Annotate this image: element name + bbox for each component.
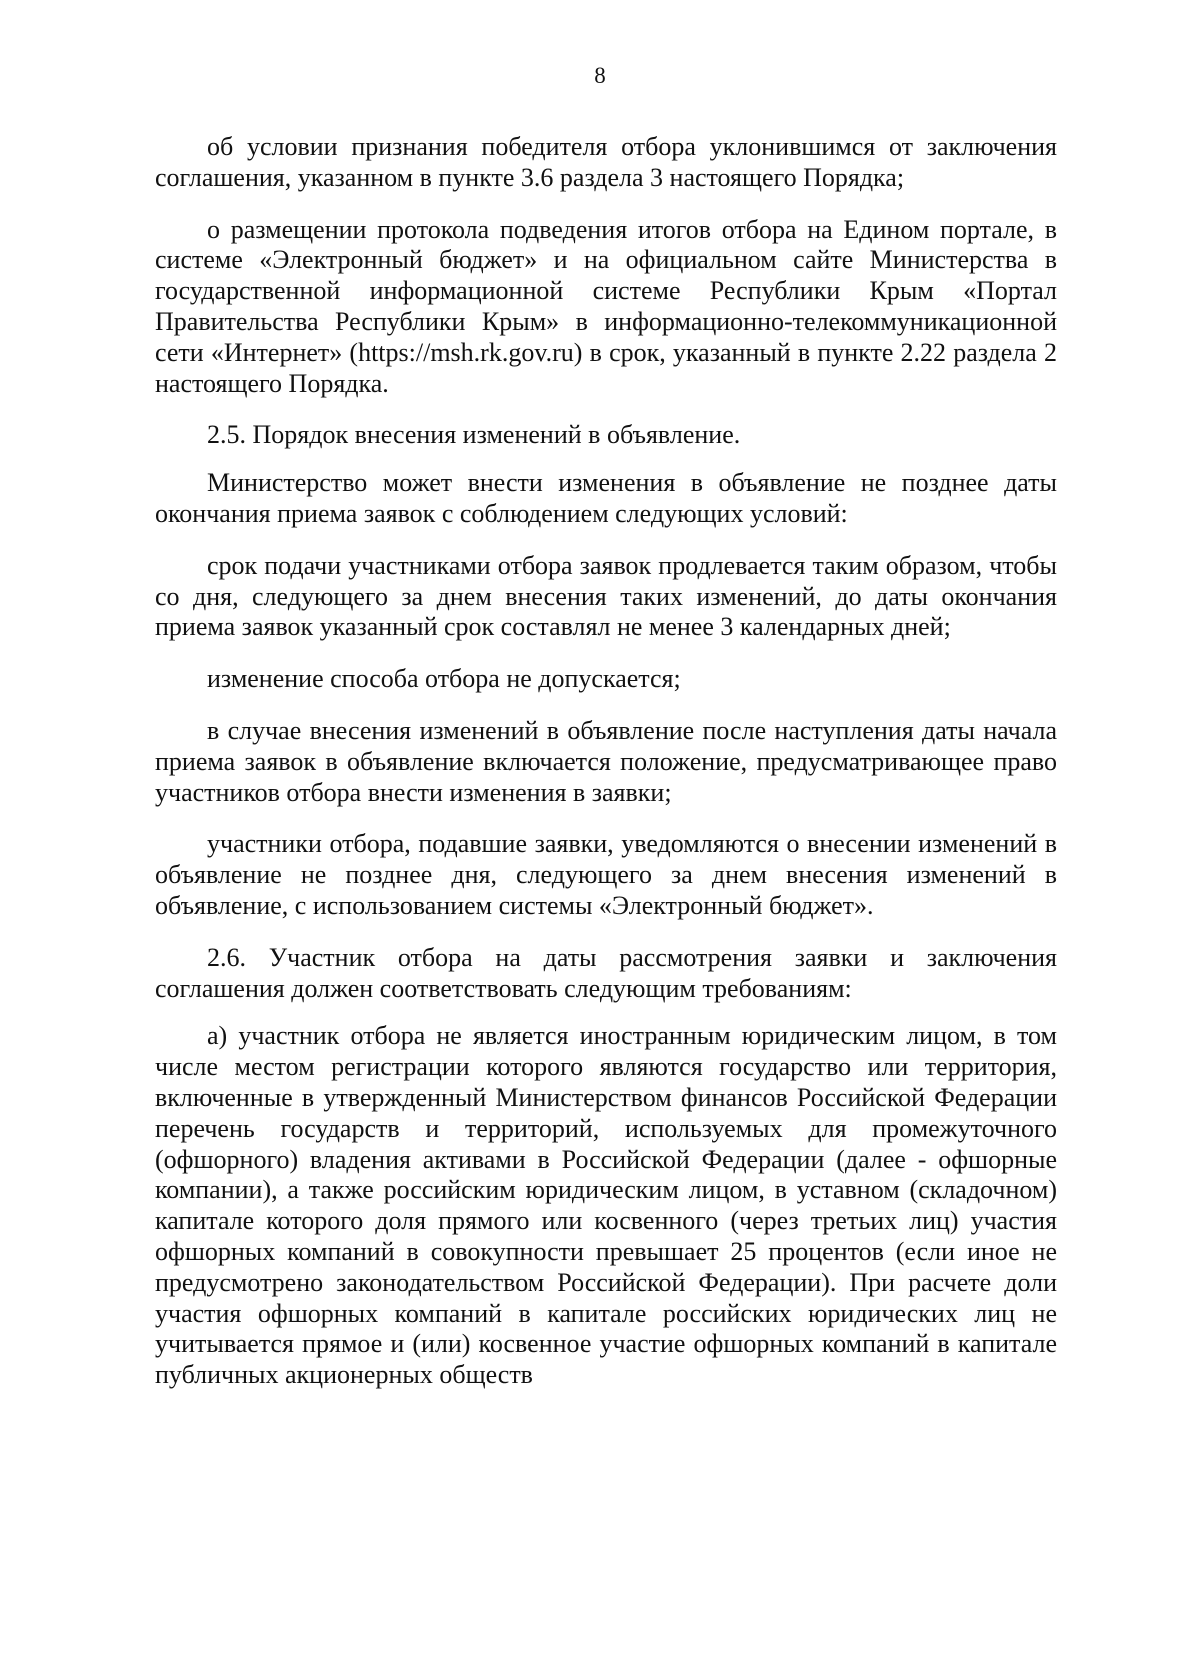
paragraph-winner-evasion: об условии признания победителя отбора уклонившимся от заключения соглашения, указанном в пункте 3.6 раздела 3 настоящего Порядка; <box>155 132 1057 192</box>
paragraph-deadline-extension: срок подачи участниками отбора заявок продлевается таким образом, чтобы со дня, следующего за днем внесения таких изменений, до даты окончания приема заявок указанный срок составлял не менее 3 календарных дней; <box>155 550 1057 642</box>
section-heading-2-5: 2.5. Порядок внесения изменений в объявление. <box>207 420 741 450</box>
paragraph-participants-notified: участники отбора, подавшие заявки, уведомляются о внесении изменений в объявление не позднее дня, следующего за днем внесения изменений в объявление, с использованием системы «Электронный бюджет». <box>155 829 1057 920</box>
paragraph-method-change: изменение способа отбора не допускается; <box>207 664 681 694</box>
paragraph-changes-after-start: в случае внесения изменений в объявление после наступления даты начала приема заявок в объявление включается положение, предусматривающее право участников отбора внести изменения в заявки; <box>155 715 1057 807</box>
paragraph-requirement-a: а) участник отбора не является иностранным юридическим лицом, в том числе местом регистрации которого являются государство или территория, включенные в утвержденный Министерством финансов Российской Федерации перечень государств и территорий, используемых для промежуточного (офшорного) владения активами в Российской Федерации (далее - офшорные компании), а также российским юридическим лицом, в уставном (складочном) капитале которого доля прямого или косвенного (через третьих лиц) участия офшорных компаний в совокупности превышает 25 процентов (если иное не предусмотрено законодательством Российской Федерации). При расчете доли участия офшорных компаний в капитале российских юридических лиц не учитывается прямое и (или) косвенное участие офшорных компаний в капитале публичных акционерных обществ <box>155 1021 1057 1390</box>
document-body <box>155 132 1057 1412</box>
paragraph-ministry-changes: Министерство может внести изменения в объявление не позднее даты окончания приема заявок с соблюдением следующих условий: <box>155 468 1057 528</box>
paragraph-protocol-placement: о размещении протокола подведения итогов отбора на Едином портале, в системе «Электронный бюджет» и на официальном сайте Министерства в государственной информационной системе Республики Крым «Портал Правительства Республики Крым» в информационно-телекоммуникационной сети «Интернет» (https://msh.rk.gov.ru) в срок, указанный в пункте 2.22 раздела 2 настоящего Порядка. <box>155 214 1057 398</box>
section-heading-2-6: 2.6. Участник отбора на даты рассмотрения заявки и заключения соглашения должен соответствовать следующим требованиям: <box>155 942 1057 1003</box>
page-number: 8 <box>594 63 606 88</box>
